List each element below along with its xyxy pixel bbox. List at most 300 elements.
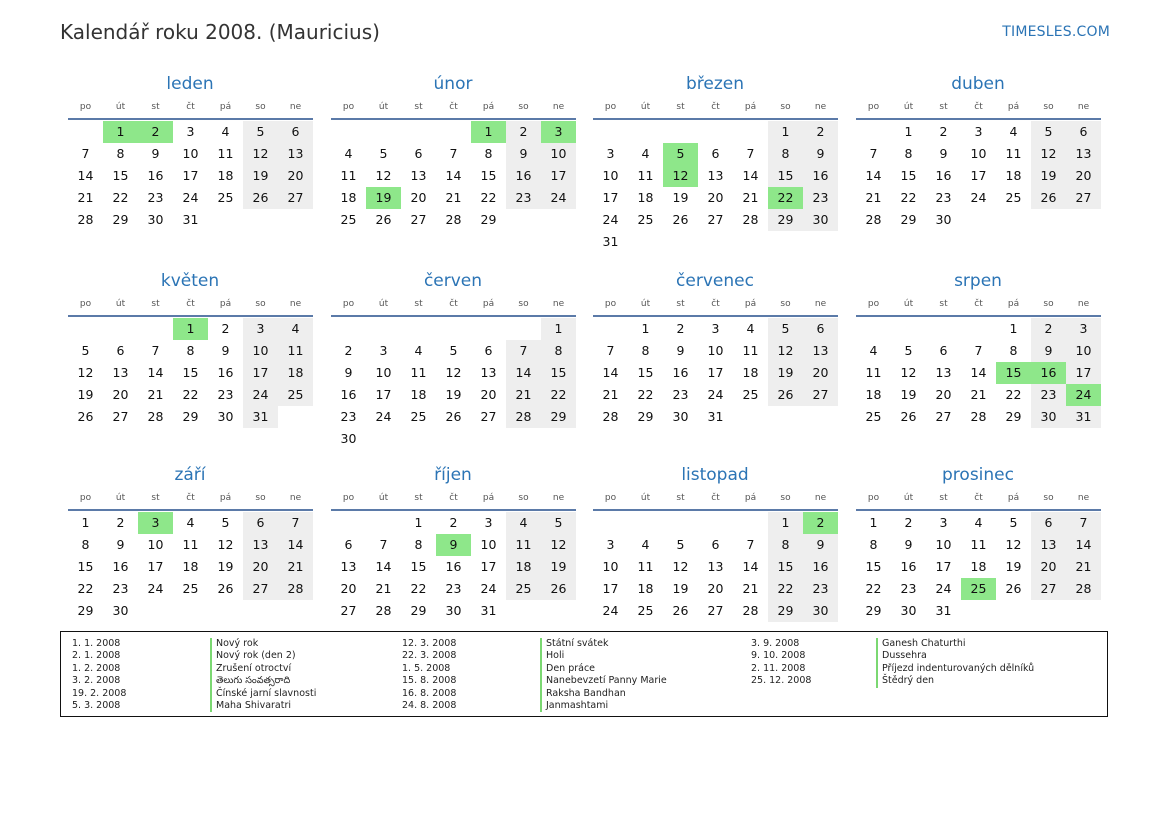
holiday-day-cell: 3	[541, 121, 576, 143]
day-cell: 3	[711, 321, 720, 336]
day-cell: 8	[541, 340, 576, 362]
day-cell: 7	[746, 537, 755, 552]
weekday-label: so	[780, 299, 791, 309]
weekday-label: st	[151, 493, 160, 503]
day-cell: 25	[637, 603, 654, 618]
day-cell: 11	[637, 559, 654, 574]
weekday-label: út	[640, 493, 651, 503]
month-červenec	[592, 269, 838, 428]
day-cell: 1	[1009, 321, 1018, 336]
weekday-label: pá	[1007, 102, 1020, 112]
weekday-label: ne	[1077, 299, 1090, 309]
day-cell: 10	[602, 559, 619, 574]
weekday-label: ne	[552, 102, 565, 112]
day-cell: 20	[1031, 556, 1066, 578]
day-cell: 11	[970, 537, 987, 552]
day-cell: 11	[637, 168, 654, 183]
day-cell: 26	[672, 603, 689, 618]
day-cell: 1	[641, 321, 650, 336]
day-cell: 13	[243, 534, 278, 556]
day-cell: 13	[707, 168, 724, 183]
day-cell: 7	[278, 512, 313, 534]
legend-date: 22. 3. 2008	[402, 650, 457, 662]
day-cell: 25	[278, 384, 313, 406]
day-cell: 20	[410, 190, 427, 205]
legend-dates-col-2	[402, 638, 456, 712]
day-cell: 27	[707, 212, 724, 227]
day-cell: 26	[672, 212, 689, 227]
day-cell: 27	[803, 384, 838, 406]
month-srpen	[855, 269, 1101, 428]
weekday-label: ne	[1077, 493, 1090, 503]
day-cell: 6	[711, 146, 720, 161]
header-divider	[331, 315, 576, 317]
day-cell: 15	[768, 556, 803, 578]
day-cell: 16	[147, 168, 164, 183]
page-title: Kalendář roku 2008. (Mauricius)	[60, 20, 380, 44]
day-cell: 15	[77, 559, 94, 574]
day-cell: 10	[182, 146, 199, 161]
legend-date: 9. 10. 2008	[751, 650, 806, 662]
holiday-day-cell: 16	[1031, 362, 1066, 384]
day-cell: 14	[375, 559, 392, 574]
day-cell: 23	[112, 581, 129, 596]
legend-holiday-name: Štědrý den	[876, 675, 1034, 687]
day-cell: 7	[151, 343, 160, 358]
day-cell: 25	[1005, 190, 1022, 205]
weekday-label: po	[342, 493, 355, 503]
day-cell: 25	[217, 190, 234, 205]
day-cell: 16	[217, 365, 234, 380]
legend-holiday-name: Ganesh Chaturthi	[876, 638, 1034, 650]
month-name: listopad	[681, 465, 749, 485]
day-cell: 7	[974, 343, 983, 358]
day-cell: 27	[340, 603, 357, 618]
empty-cell	[698, 512, 733, 534]
day-cell: 20	[278, 165, 313, 187]
weekday-label: út	[115, 299, 126, 309]
day-cell: 17	[1066, 362, 1101, 384]
day-cell: 20	[707, 190, 724, 205]
day-cell: 15	[865, 559, 882, 574]
holiday-day-cell: 19	[366, 187, 401, 209]
day-cell: 16	[935, 168, 952, 183]
day-cell: 19	[77, 387, 94, 402]
day-cell: 18	[865, 387, 882, 402]
day-cell: 7	[449, 146, 458, 161]
day-cell: 1	[768, 121, 803, 143]
day-cell: 28	[147, 409, 164, 424]
weekday-label: po	[604, 102, 617, 112]
holiday-day-cell: 12	[663, 165, 698, 187]
weekday-label: po	[867, 493, 880, 503]
day-cell: 9	[221, 343, 230, 358]
legend-date: 2. 11. 2008	[751, 662, 806, 674]
legend-holiday-name: Raksha Bandhan	[540, 688, 667, 700]
legend-date: 1. 2. 2008	[72, 662, 121, 674]
days-grid	[330, 512, 576, 622]
month-říjen	[330, 463, 576, 622]
holiday-day-cell: 15	[996, 362, 1031, 384]
weekday-header	[67, 293, 313, 315]
day-cell: 30	[340, 431, 357, 446]
day-cell: 12	[1005, 537, 1022, 552]
weekday-label: pá	[1007, 299, 1020, 309]
empty-cell	[733, 512, 768, 534]
days-grid	[330, 121, 576, 231]
legend-dates-col-3	[751, 638, 811, 688]
weekday-label: út	[903, 299, 914, 309]
day-cell: 23	[672, 387, 689, 402]
day-cell: 10	[935, 537, 952, 552]
day-cell: 22	[480, 190, 497, 205]
day-cell: 18	[970, 559, 987, 574]
day-cell: 4	[974, 515, 983, 530]
day-cell: 24	[707, 387, 724, 402]
day-cell: 8	[904, 146, 913, 161]
day-cell: 21	[742, 190, 759, 205]
day-cell: 22	[1005, 387, 1022, 402]
day-cell: 6	[939, 343, 948, 358]
weekday-header	[330, 293, 576, 315]
weekday-label: čt	[711, 102, 720, 112]
weekday-label: čt	[449, 493, 458, 503]
day-cell: 17	[602, 581, 619, 596]
day-cell: 29	[768, 600, 803, 622]
weekday-label: pá	[482, 493, 495, 503]
day-cell: 11	[410, 365, 427, 380]
day-cell: 26	[445, 409, 462, 424]
day-cell: 26	[375, 212, 392, 227]
day-cell: 22	[768, 578, 803, 600]
day-cell: 4	[506, 512, 541, 534]
empty-cell	[436, 121, 471, 143]
day-cell: 2	[1031, 318, 1066, 340]
day-cell: 13	[1031, 534, 1066, 556]
month-únor	[330, 72, 576, 231]
day-cell: 11	[506, 534, 541, 556]
days-grid	[330, 318, 576, 450]
day-cell: 4	[641, 146, 650, 161]
weekday-label: čt	[711, 493, 720, 503]
day-cell: 25	[410, 409, 427, 424]
weekday-label: st	[676, 299, 685, 309]
day-cell: 5	[221, 515, 230, 530]
day-cell: 31	[602, 234, 619, 249]
day-cell: 17	[243, 362, 278, 384]
holiday-day-cell: 1	[103, 121, 138, 143]
month-březen	[592, 72, 838, 253]
day-cell: 4	[186, 515, 195, 530]
weekday-label: pá	[219, 299, 232, 309]
day-cell: 30	[147, 212, 164, 227]
day-cell: 27	[112, 409, 129, 424]
day-cell: 26	[900, 409, 917, 424]
day-cell: 30	[935, 212, 952, 227]
day-cell: 22	[900, 190, 917, 205]
weekday-label: út	[378, 493, 389, 503]
day-cell: 28	[742, 212, 759, 227]
empty-cell	[593, 121, 628, 143]
weekday-label: so	[780, 102, 791, 112]
empty-cell	[331, 512, 366, 534]
header-divider	[856, 509, 1101, 511]
day-cell: 13	[935, 365, 952, 380]
day-cell: 18	[340, 190, 357, 205]
day-cell: 15	[637, 365, 654, 380]
day-cell: 9	[151, 146, 160, 161]
day-cell: 9	[939, 146, 948, 161]
empty-cell	[663, 512, 698, 534]
day-cell: 29	[410, 603, 427, 618]
day-cell: 3	[606, 146, 615, 161]
day-cell: 5	[1009, 515, 1018, 530]
legend-holiday-name: Nanebevzetí Panny Marie	[540, 675, 667, 687]
day-cell: 2	[116, 515, 125, 530]
day-cell: 8	[641, 343, 650, 358]
day-cell: 17	[182, 168, 199, 183]
day-cell: 26	[243, 187, 278, 209]
day-cell: 28	[506, 406, 541, 428]
legend-holiday-name: Nový rok	[210, 638, 316, 650]
empty-cell	[628, 512, 663, 534]
day-cell: 23	[935, 190, 952, 205]
day-cell: 13	[480, 365, 497, 380]
day-cell: 12	[541, 534, 576, 556]
day-cell: 25	[340, 212, 357, 227]
day-cell: 19	[243, 165, 278, 187]
day-cell: 26	[541, 578, 576, 600]
legend-holiday-name: Dussehra	[876, 650, 1034, 662]
weekday-header	[592, 96, 838, 118]
day-cell: 6	[116, 343, 125, 358]
day-cell: 21	[77, 190, 94, 205]
day-cell: 23	[147, 190, 164, 205]
day-cell: 29	[77, 603, 94, 618]
days-grid	[855, 512, 1101, 622]
day-cell: 28	[445, 212, 462, 227]
day-cell: 9	[1031, 340, 1066, 362]
holiday-day-cell: 3	[138, 512, 173, 534]
weekday-label: čt	[974, 493, 983, 503]
day-cell: 15	[480, 168, 497, 183]
day-cell: 31	[707, 409, 724, 424]
day-cell: 20	[935, 387, 952, 402]
day-cell: 7	[1066, 512, 1101, 534]
day-cell: 30	[672, 409, 689, 424]
day-cell: 11	[217, 146, 234, 161]
legend-names-col-1	[210, 638, 316, 712]
day-cell: 4	[746, 321, 755, 336]
weekday-label: čt	[711, 299, 720, 309]
day-cell: 9	[803, 534, 838, 556]
weekday-label: út	[115, 493, 126, 503]
weekday-label: út	[903, 102, 914, 112]
weekday-label: st	[939, 299, 948, 309]
day-cell: 15	[112, 168, 129, 183]
weekday-label: pá	[744, 493, 757, 503]
day-cell: 8	[116, 146, 125, 161]
legend-date: 19. 2. 2008	[72, 687, 127, 699]
empty-cell	[628, 121, 663, 143]
day-cell: 30	[900, 603, 917, 618]
day-cell: 5	[904, 343, 913, 358]
holiday-day-cell: 2	[803, 512, 838, 534]
day-cell: 19	[217, 559, 234, 574]
day-cell: 7	[81, 146, 90, 161]
day-cell: 11	[1005, 146, 1022, 161]
day-cell: 21	[970, 387, 987, 402]
weekday-label: čt	[449, 299, 458, 309]
day-cell: 22	[541, 384, 576, 406]
day-cell: 25	[742, 387, 759, 402]
weekday-label: st	[676, 102, 685, 112]
legend-holiday-name: తెలుగు సంవత్సరాది	[210, 675, 316, 687]
empty-cell	[331, 318, 366, 340]
day-cell: 23	[900, 581, 917, 596]
day-cell: 13	[1066, 143, 1101, 165]
day-cell: 23	[445, 581, 462, 596]
day-cell: 8	[186, 343, 195, 358]
day-cell: 10	[541, 143, 576, 165]
day-cell: 16	[803, 165, 838, 187]
day-cell: 21	[506, 384, 541, 406]
empty-cell	[401, 318, 436, 340]
day-cell: 1	[869, 515, 878, 530]
weekday-label: so	[518, 299, 529, 309]
header-divider	[68, 315, 313, 317]
day-cell: 6	[1066, 121, 1101, 143]
day-cell: 14	[445, 168, 462, 183]
day-cell: 19	[1005, 559, 1022, 574]
day-cell: 4	[414, 343, 423, 358]
day-cell: 5	[541, 512, 576, 534]
day-cell: 9	[506, 143, 541, 165]
empty-cell	[961, 318, 996, 340]
weekday-header	[855, 293, 1101, 315]
weekday-label: po	[79, 493, 92, 503]
day-cell: 29	[637, 409, 654, 424]
day-cell: 28	[970, 409, 987, 424]
day-cell: 12	[375, 168, 392, 183]
header-divider	[331, 509, 576, 511]
day-cell: 30	[1031, 406, 1066, 428]
day-cell: 17	[602, 190, 619, 205]
empty-cell	[366, 318, 401, 340]
day-cell: 19	[1031, 165, 1066, 187]
day-cell: 24	[970, 190, 987, 205]
weekday-label: so	[255, 299, 266, 309]
weekday-label: ne	[552, 299, 565, 309]
weekday-label: ne	[814, 299, 827, 309]
weekday-label: čt	[974, 102, 983, 112]
header-divider	[331, 118, 576, 120]
empty-cell	[401, 121, 436, 143]
day-cell: 29	[865, 603, 882, 618]
day-cell: 22	[637, 387, 654, 402]
day-cell: 13	[112, 365, 129, 380]
weekday-label: po	[79, 102, 92, 112]
day-cell: 30	[803, 209, 838, 231]
day-cell: 20	[1066, 165, 1101, 187]
day-cell: 16	[112, 559, 129, 574]
weekday-label: čt	[186, 299, 195, 309]
day-cell: 14	[970, 365, 987, 380]
legend-holiday-name: Státní svátek	[540, 638, 667, 650]
legend-holiday-name: Nový rok (den 2)	[210, 650, 316, 662]
day-cell: 2	[939, 124, 948, 139]
weekday-label: út	[378, 299, 389, 309]
holiday-day-cell: 2	[138, 121, 173, 143]
day-cell: 10	[970, 146, 987, 161]
day-cell: 7	[606, 343, 615, 358]
day-cell: 8	[81, 537, 90, 552]
day-cell: 24	[182, 190, 199, 205]
holiday-day-cell: 25	[961, 578, 996, 600]
day-cell: 29	[112, 212, 129, 227]
day-cell: 14	[147, 365, 164, 380]
day-cell: 24	[541, 187, 576, 209]
day-cell: 18	[506, 556, 541, 578]
header-divider	[593, 509, 838, 511]
weekday-label: st	[151, 102, 160, 112]
header-divider	[856, 315, 1101, 317]
weekday-label: út	[640, 102, 651, 112]
weekday-label: po	[79, 299, 92, 309]
weekday-label: so	[780, 493, 791, 503]
empty-cell	[698, 121, 733, 143]
day-cell: 26	[1031, 187, 1066, 209]
day-cell: 16	[340, 387, 357, 402]
day-cell: 12	[768, 340, 803, 362]
day-cell: 13	[803, 340, 838, 362]
day-cell: 3	[379, 343, 388, 358]
day-cell: 8	[768, 534, 803, 556]
day-cell: 25	[865, 409, 882, 424]
day-cell: 24	[602, 212, 619, 227]
empty-cell	[733, 121, 768, 143]
weekday-label: po	[342, 102, 355, 112]
day-cell: 16	[506, 165, 541, 187]
day-cell: 21	[1066, 556, 1101, 578]
empty-cell	[366, 512, 401, 534]
weekday-label: st	[414, 493, 423, 503]
brand-link[interactable]: TIMESLES.COM	[1002, 24, 1110, 40]
weekday-label: čt	[186, 493, 195, 503]
day-cell: 19	[541, 556, 576, 578]
day-cell: 19	[445, 387, 462, 402]
day-cell: 21	[445, 190, 462, 205]
weekday-label: so	[255, 102, 266, 112]
legend-holiday-name: Janmashtami	[540, 700, 667, 712]
day-cell: 24	[243, 384, 278, 406]
day-cell: 10	[707, 343, 724, 358]
day-cell: 1	[904, 124, 913, 139]
day-cell: 20	[803, 362, 838, 384]
month-září	[67, 463, 313, 622]
month-name: srpen	[954, 271, 1002, 291]
day-cell: 21	[602, 387, 619, 402]
day-cell: 30	[803, 600, 838, 622]
weekday-label: st	[676, 493, 685, 503]
day-cell: 26	[77, 409, 94, 424]
empty-cell	[593, 318, 628, 340]
day-cell: 6	[1031, 512, 1066, 534]
day-cell: 13	[707, 559, 724, 574]
month-duben	[855, 72, 1101, 231]
days-grid	[592, 121, 838, 253]
day-cell: 4	[1009, 124, 1018, 139]
